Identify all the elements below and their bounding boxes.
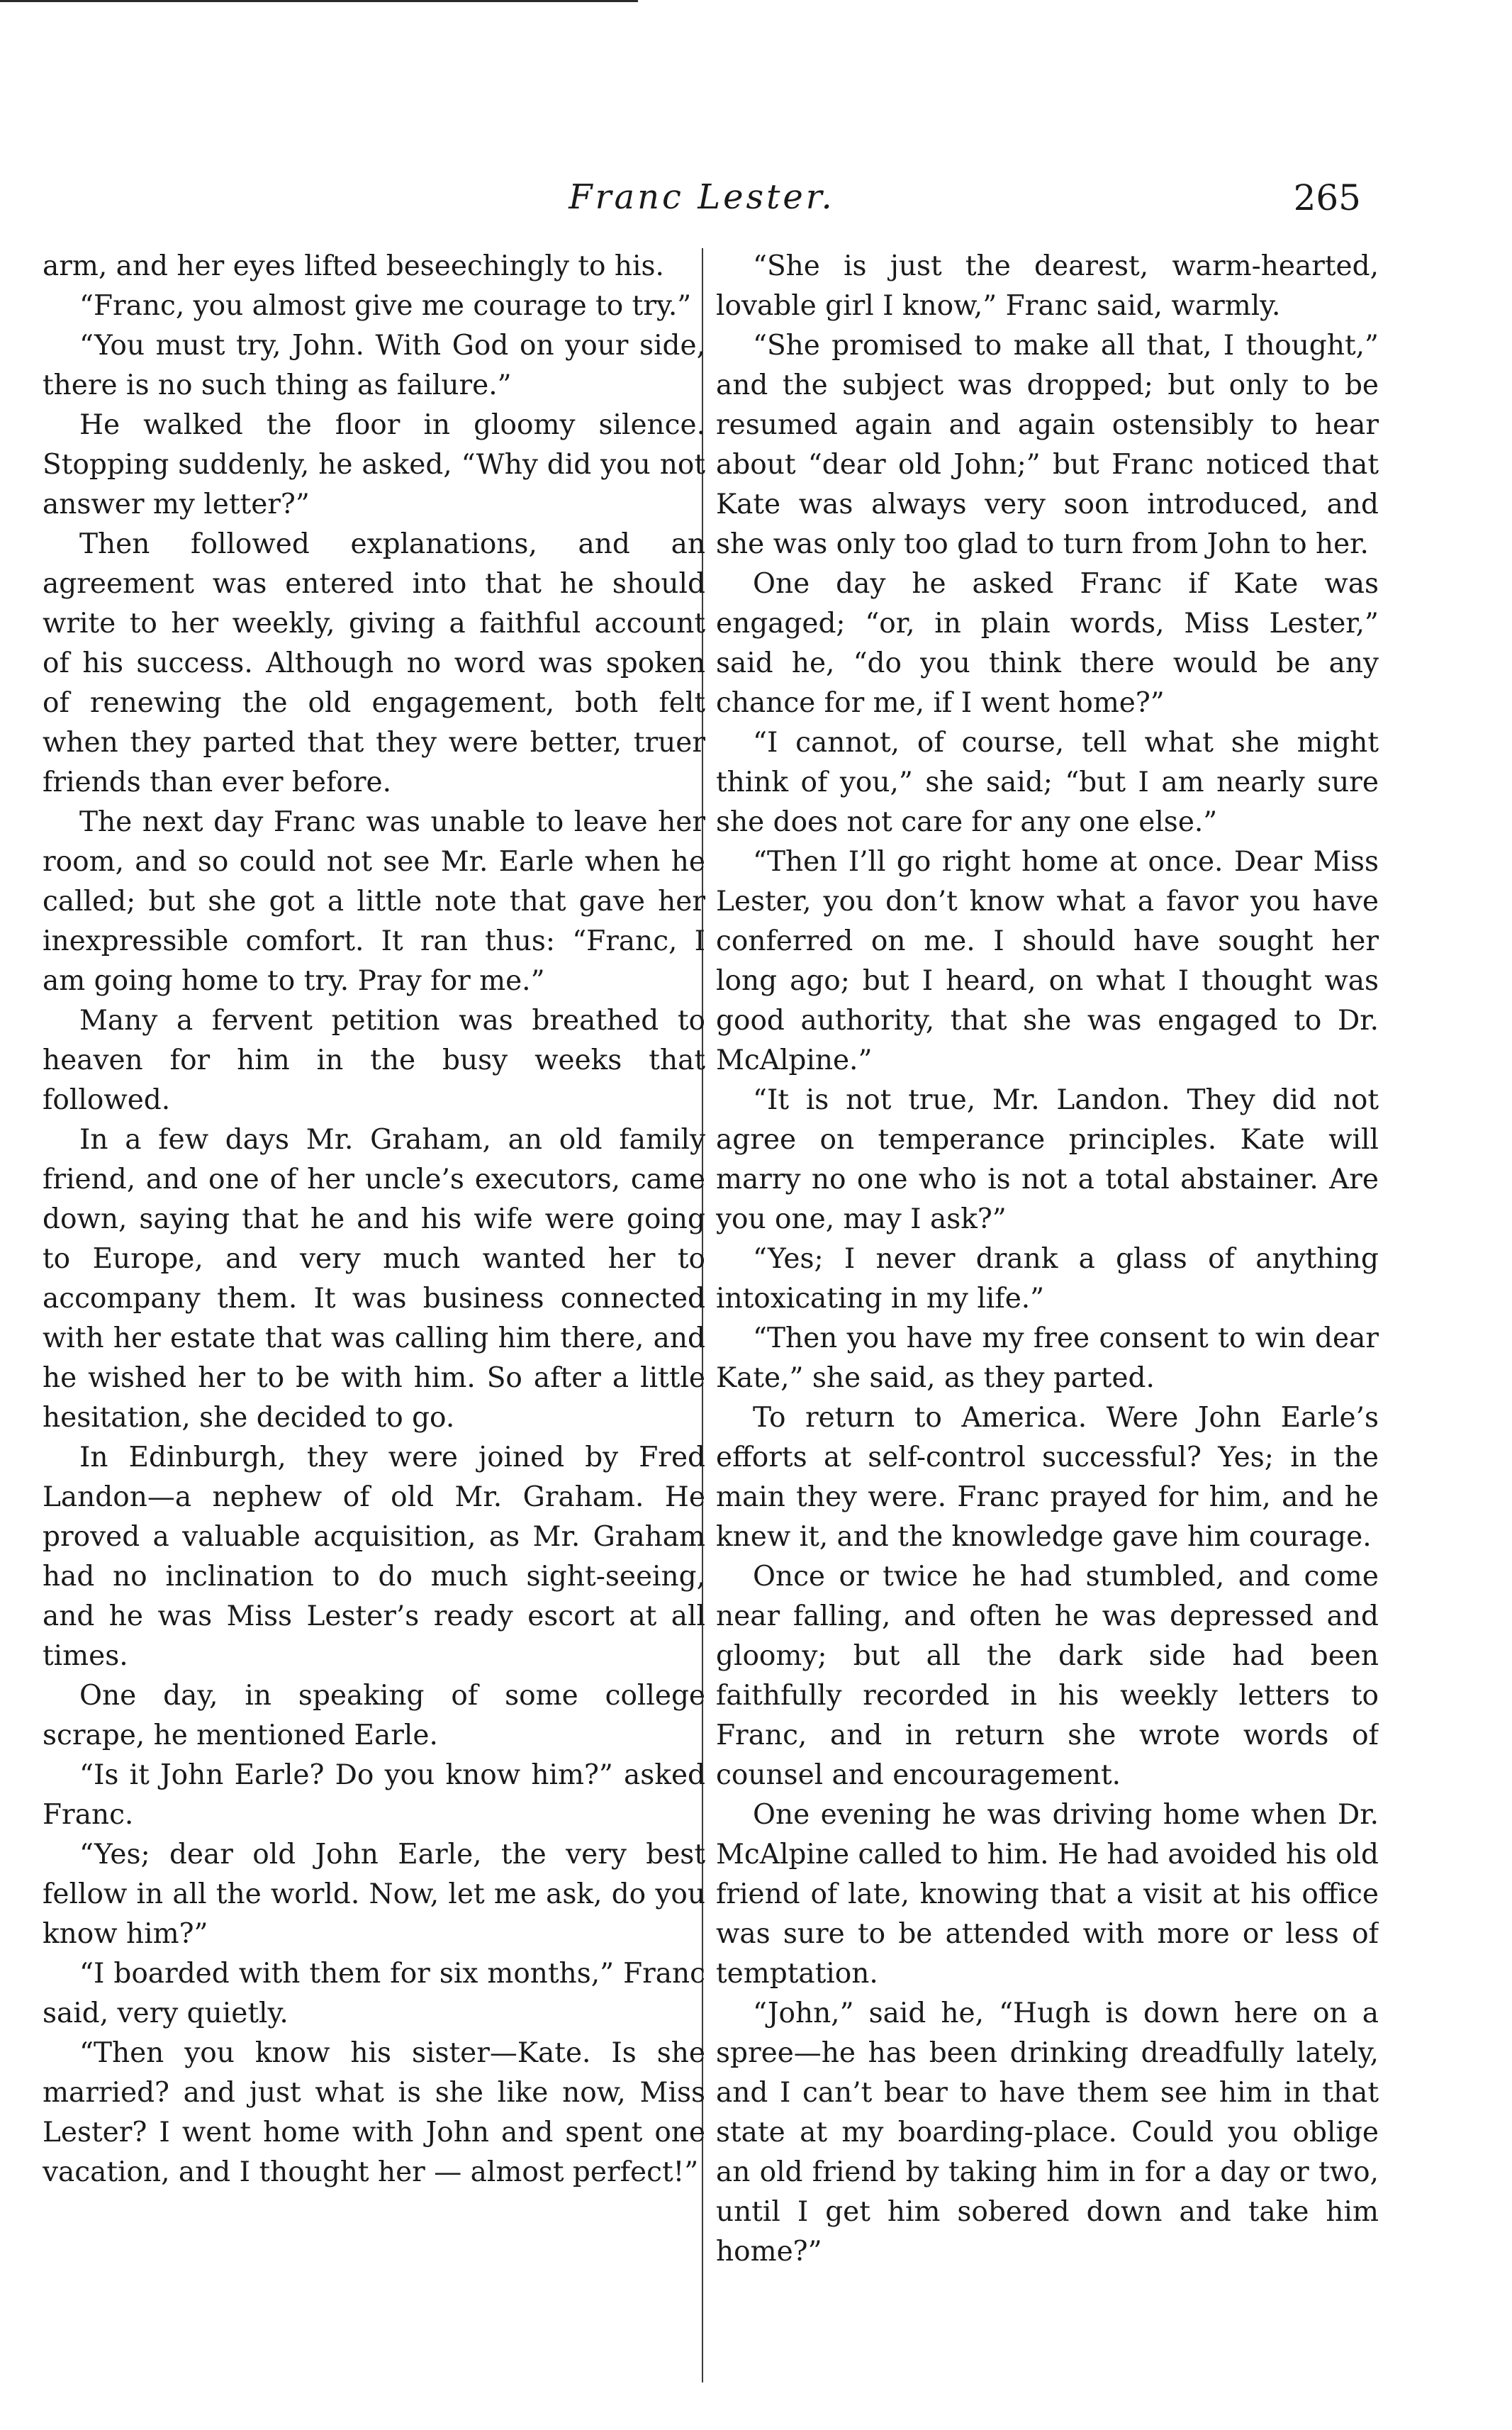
paragraph: In a few days Mr. Graham, an old family friend, and one of her uncle’s executors, came down, saying that he and his wife were going to Europe, and very much wanted her to accompany them. It was business connected with her estate that was calling him there, and he wished her to be with him. So after a little hesitation, she decided to go. (43, 1124, 705, 1434)
paragraph: Then followed explanations, and an agreement was entered into that he should write to her weekly, giving a faithful account of his success. Although no word was spoken of renewing the old engagement, both felt when they parted that they were better, truer friends than ever before. (43, 528, 705, 798)
paragraph: One day, in speaking of some college scrape, he mentioned Earle. (43, 1680, 705, 1751)
paragraph: “John,” said he, “Hugh is down here on a spree—he has been drinking dreadfully lately, and I can’t bear to have them see him in that state at my boarding-place. Could you oblige an old friend by taking him in for a day or two, until I get him sobered down and take him home?” (716, 1997, 1379, 2268)
paragraph: “Is it John Earle? Do you know him?” asked Franc. (43, 1759, 705, 1831)
left-column (43, 247, 705, 2388)
paragraph: He walked the floor in gloomy silence. Stopping suddenly, he asked, “Why did you not answer my letter?” (43, 409, 705, 520)
paragraph: Many a fervent petition was breathed to heaven for him in the busy weeks that followed. (43, 1005, 705, 1116)
paragraph: arm, and her eyes lifted beseechingly to his. (43, 250, 664, 282)
page-number: 265 (1293, 177, 1361, 218)
paragraph: “Then you have my free consent to win dear Kate,” she said, as they parted. (716, 1322, 1379, 1394)
paragraph: Once or twice he had stumbled, and come near falling, and often he was depressed and gloomy; but all the dark side had been faithfully recorded in his weekly letters to Franc, and in return she wrote words of counsel and encouragement. (716, 1561, 1379, 1791)
paragraph: “Yes; dear old John Earle, the very best fellow in all the world. Now, let me ask, do you know him?” (43, 1839, 705, 1950)
paragraph: One evening he was driving home when Dr. McAlpine called to him. He had avoided his old friend of late, knowing that a visit at his office was sure to be attended with more or less of temptation. (716, 1799, 1379, 1990)
paragraph: “She promised to make all that, I thought,” and the subject was dropped; but only to be resumed again and again ostensibly to hear about “dear old John;” but Franc noticed that Kate was always very soon introduced, and she was only too glad to turn from John to her. (716, 330, 1379, 560)
paragraph: “I boarded with them for six months,” Franc said, very quietly. (43, 1958, 705, 2029)
paragraph: “Then you know his sister—Kate. Is she married? and just what is she like now, Miss Lester? I went home with John and spent one vacation, and I thought her — almost perfect!” (43, 2037, 705, 2188)
paragraph: “You must try, John. With God on your side, there is no such thing as failure.” (43, 330, 705, 401)
top-rule (0, 0, 638, 2)
paragraph: “It is not true, Mr. Landon. They did not agree on temperance principles. Kate will marry no one who is not a total abstainer. Are you one, may I ask?” (716, 1084, 1379, 1235)
paragraph: To return to America. Were John Earle’s efforts at self-control successful? Yes; in the main they were. Franc prayed for him, and he knew it, and the knowledge gave him courage. (716, 1402, 1379, 1553)
paragraph: “Then I’ll go right home at once. Dear Miss Lester, you don’t know what a favor you have conferred on me. I should have sought her long ago; but I heard, on what I thought was good authority, that she was engaged to Dr. McAlpine.” (716, 846, 1379, 1076)
paragraph: In Edinburgh, they were joined by Fred Landon—a nephew of old Mr. Graham. He proved a valuable acquisition, as Mr. Graham had no inclination to do much sight-seeing, and he was Miss Lester’s ready escort at all times. (43, 1442, 705, 1672)
paragraph: “Franc, you almost give me courage to try.” (79, 290, 692, 322)
right-column (716, 247, 1379, 2388)
paragraph: “She is just the dearest, warm-hearted, lovable girl I know,” Franc said, warmly. (716, 250, 1379, 322)
paragraph: “Yes; I never drank a glass of anything intoxicating in my life.” (716, 1243, 1379, 1315)
page-header (43, 177, 1361, 234)
paragraph: One day he asked Franc if Kate was engaged; “or, in plain words, Miss Lester,” said he, “do you think there would be any chance for me, if I went home?” (716, 568, 1379, 719)
paragraph: “I cannot, of course, tell what she might think of you,” she said; “but I am nearly sure she does not care for any one else.” (716, 727, 1379, 838)
running-title: Franc Lester. (569, 177, 835, 217)
paragraph: The next day Franc was unable to leave her room, and so could not see Mr. Earle when he called; but she got a little note that gave her inexpressible comfort. It ran thus: “Franc, I am going home to try. Pray for me.” (43, 806, 705, 997)
